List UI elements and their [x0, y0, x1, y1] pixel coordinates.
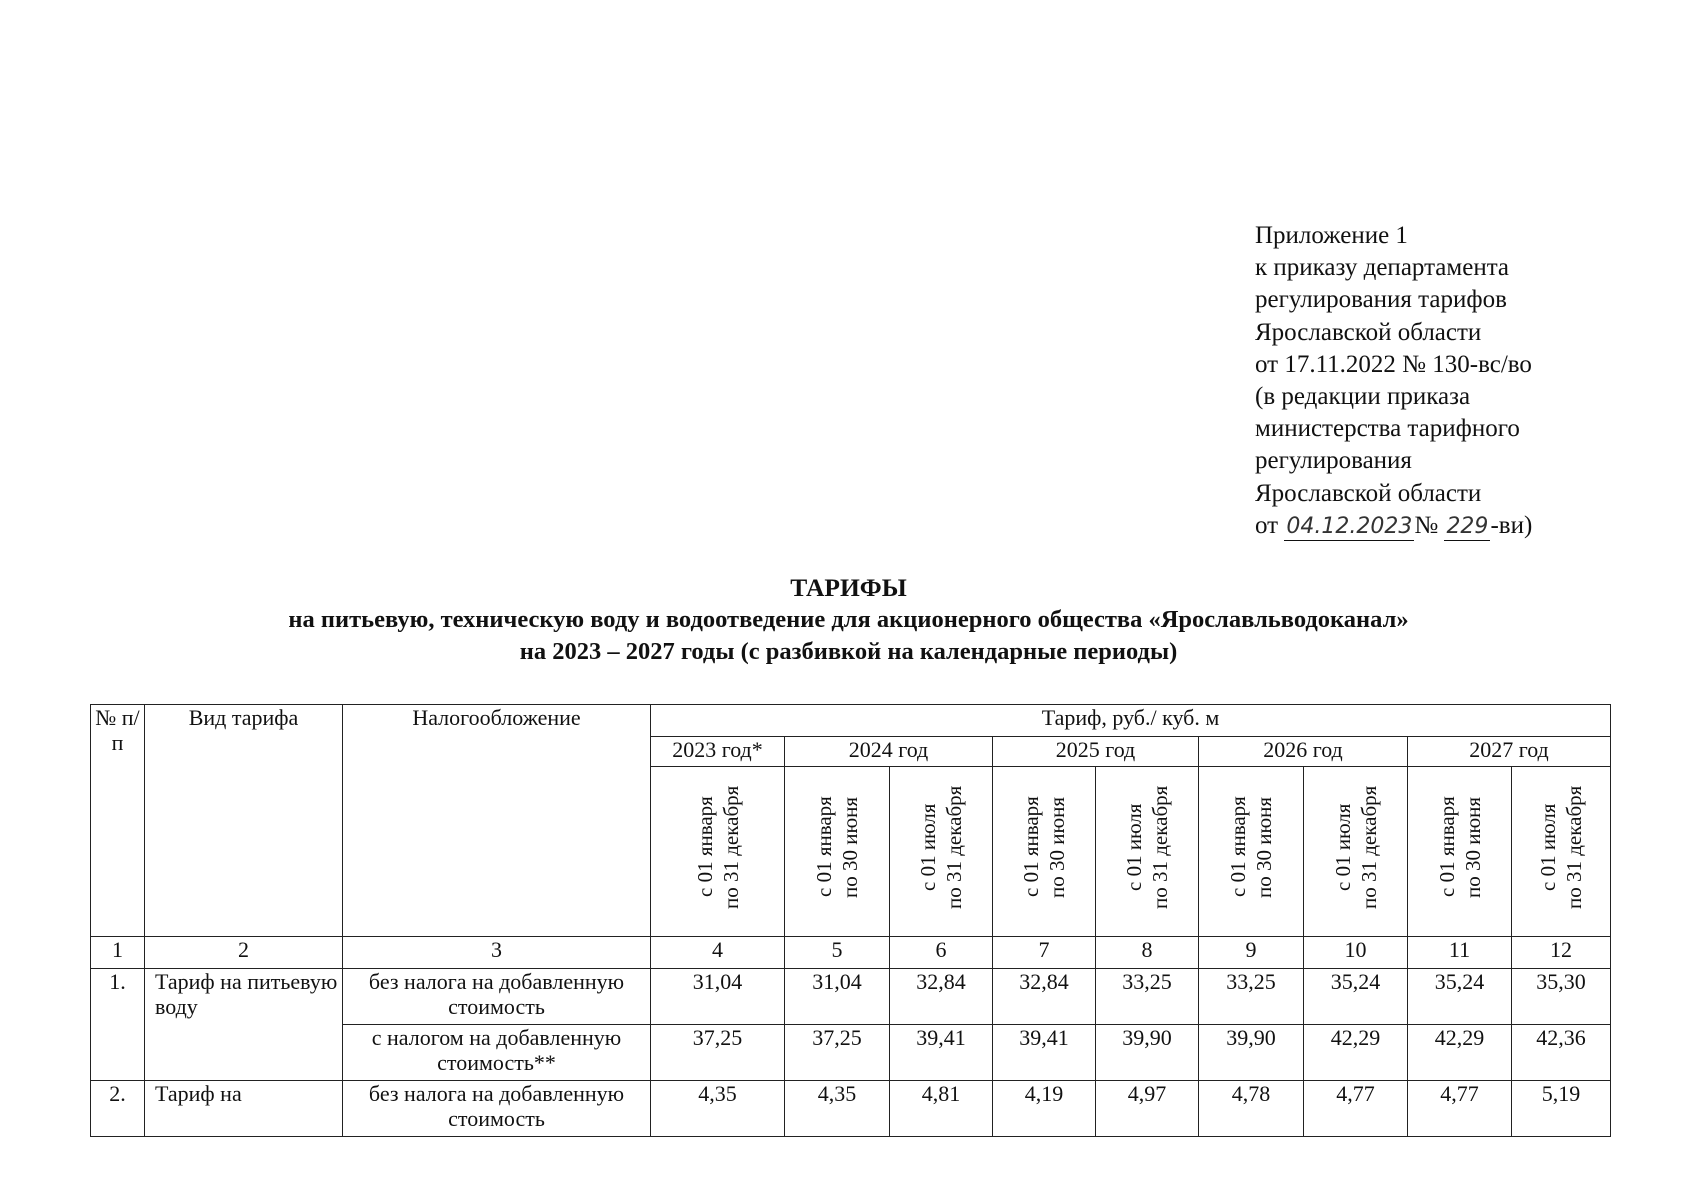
value-cell: 39,90 [1096, 1025, 1199, 1081]
handwritten-number: 229 [1446, 513, 1489, 539]
title-line-3: на 2023 – 2027 годы (с разбивкой на календарные периоды) [519, 638, 1178, 665]
row-type: Тариф на питьевую воду [145, 969, 343, 1081]
col-num: 5 [785, 937, 890, 969]
appendix-from: от [1255, 511, 1285, 539]
period-cell [890, 767, 993, 937]
title-line-1: ТАРИФЫ [790, 573, 907, 602]
appendix-line: Ярославской области [1255, 479, 1482, 507]
col-num: 12 [1512, 937, 1611, 969]
row-no: 1. [91, 969, 145, 1081]
period-cell [785, 767, 890, 937]
value-cell: 39,41 [890, 1025, 993, 1081]
appendix-line: Приложение 1 [1255, 222, 1408, 249]
title-line-2: на питьевую, техническую воду и водоотведение для акционерного общества «Ярославльводоканал» [288, 606, 1409, 633]
column-number-row [91, 937, 1611, 969]
period-from: с 01 января [1019, 796, 1043, 898]
value-cell: 4,35 [651, 1081, 785, 1137]
value-cell: 35,30 [1512, 969, 1611, 1025]
period-cell [651, 767, 785, 937]
header-tariff: Тариф, руб./ куб. м [651, 705, 1611, 737]
row-tax: без налога на добавленную стоимость [343, 1081, 651, 1137]
period-cell [1096, 767, 1199, 937]
period-to: по 31 декабря [942, 785, 966, 909]
tariff-table [90, 704, 1611, 1137]
col-num: 4 [651, 937, 785, 969]
period-from: с 01 января [812, 796, 836, 898]
header-type: Вид тарифа [145, 705, 343, 937]
period-cell [993, 767, 1096, 937]
appendix-line: от 17.11.2022 № 130-вс/во [1255, 350, 1532, 378]
period-cell [1304, 767, 1408, 937]
col-num: 2 [145, 937, 343, 969]
value-cell: 4,81 [890, 1081, 993, 1137]
period-to: по 30 июня [1252, 796, 1276, 898]
value-cell: 4,78 [1199, 1081, 1304, 1137]
table-row [91, 969, 1611, 1025]
value-cell: 32,84 [993, 969, 1096, 1025]
value-cell: 31,04 [651, 969, 785, 1025]
header-row-1 [91, 705, 1611, 737]
header-no: № п/п [91, 705, 145, 937]
row-tax: с налогом на добавленную стоимость** [343, 1025, 651, 1081]
value-cell: 5,19 [1512, 1081, 1611, 1137]
period-to: по 31 декабря [1356, 785, 1381, 909]
appendix-line: регулирования [1255, 447, 1412, 475]
value-cell: 39,41 [993, 1025, 1096, 1081]
value-cell: 4,77 [1408, 1081, 1512, 1137]
row-no: 2. [91, 1081, 145, 1137]
appendix-line: (в редакции приказа [1255, 383, 1471, 411]
period-cell [1199, 767, 1304, 937]
document-title [0, 572, 1697, 668]
year-2026: 2026 год [1199, 737, 1408, 767]
value-cell: 33,25 [1199, 969, 1304, 1025]
period-from: с 01 июля [916, 803, 940, 891]
period-cell [1408, 767, 1512, 937]
value-cell: 35,24 [1408, 969, 1512, 1025]
year-2025: 2025 год [993, 737, 1199, 767]
col-num: 7 [993, 937, 1096, 969]
period-cell [1512, 767, 1611, 937]
row-type: Тариф на [145, 1081, 343, 1137]
value-cell: 4,77 [1304, 1081, 1408, 1137]
col-num: 8 [1096, 937, 1199, 969]
col-num: 11 [1408, 937, 1512, 969]
period-to: по 31 декабря [1148, 785, 1172, 909]
period-from: с 01 января [1434, 796, 1459, 898]
col-num: 10 [1304, 937, 1408, 969]
period-from: с 01 июля [1536, 803, 1560, 891]
year-2023: 2023 год* [651, 737, 785, 767]
period-to: по 31 декабря [718, 785, 743, 909]
value-cell: 42,36 [1512, 1025, 1611, 1081]
appendix-last-line [1255, 510, 1635, 542]
appendix-block [1255, 220, 1635, 542]
handwritten-date: 04.12.2023 [1286, 513, 1413, 539]
period-to: по 30 июня [1460, 796, 1485, 898]
year-2024: 2024 год [785, 737, 993, 767]
period-from: с 01 июля [1330, 803, 1355, 891]
value-cell: 4,97 [1096, 1081, 1199, 1137]
appendix-line: Ярославской области [1255, 318, 1482, 346]
period-from: с 01 июля [1122, 803, 1146, 891]
table-row [91, 1081, 1611, 1137]
value-cell: 31,04 [785, 969, 890, 1025]
appendix-line: министерства тарифного [1255, 415, 1520, 443]
col-num: 3 [343, 937, 651, 969]
value-cell: 33,25 [1096, 969, 1199, 1025]
col-num: 6 [890, 937, 993, 969]
row-tax: без налога на добавленную стоимость [343, 969, 651, 1025]
value-cell: 35,24 [1304, 969, 1408, 1025]
period-from: с 01 января [692, 796, 717, 898]
appendix-line: к приказу департамента [1255, 254, 1510, 282]
period-to: по 30 июня [1045, 796, 1069, 898]
value-cell: 4,19 [993, 1081, 1096, 1137]
period-from: с 01 января [1226, 796, 1250, 898]
order-suffix: -ви) [1490, 511, 1533, 539]
value-cell: 42,29 [1304, 1025, 1408, 1081]
appendix-line: регулирования тарифов [1255, 286, 1507, 314]
year-2027: 2027 год [1408, 737, 1611, 767]
value-cell: 32,84 [890, 969, 993, 1025]
value-cell: 4,35 [785, 1081, 890, 1137]
value-cell: 37,25 [785, 1025, 890, 1081]
period-to: по 30 июня [838, 796, 862, 898]
value-cell: 37,25 [651, 1025, 785, 1081]
period-to: по 31 декабря [1562, 785, 1586, 909]
value-cell: 42,29 [1408, 1025, 1512, 1081]
value-cell: 39,90 [1199, 1025, 1304, 1081]
number-sign: № [1414, 511, 1439, 539]
col-num: 9 [1199, 937, 1304, 969]
col-num: 1 [91, 937, 145, 969]
header-tax: Налогообложение [343, 705, 651, 937]
